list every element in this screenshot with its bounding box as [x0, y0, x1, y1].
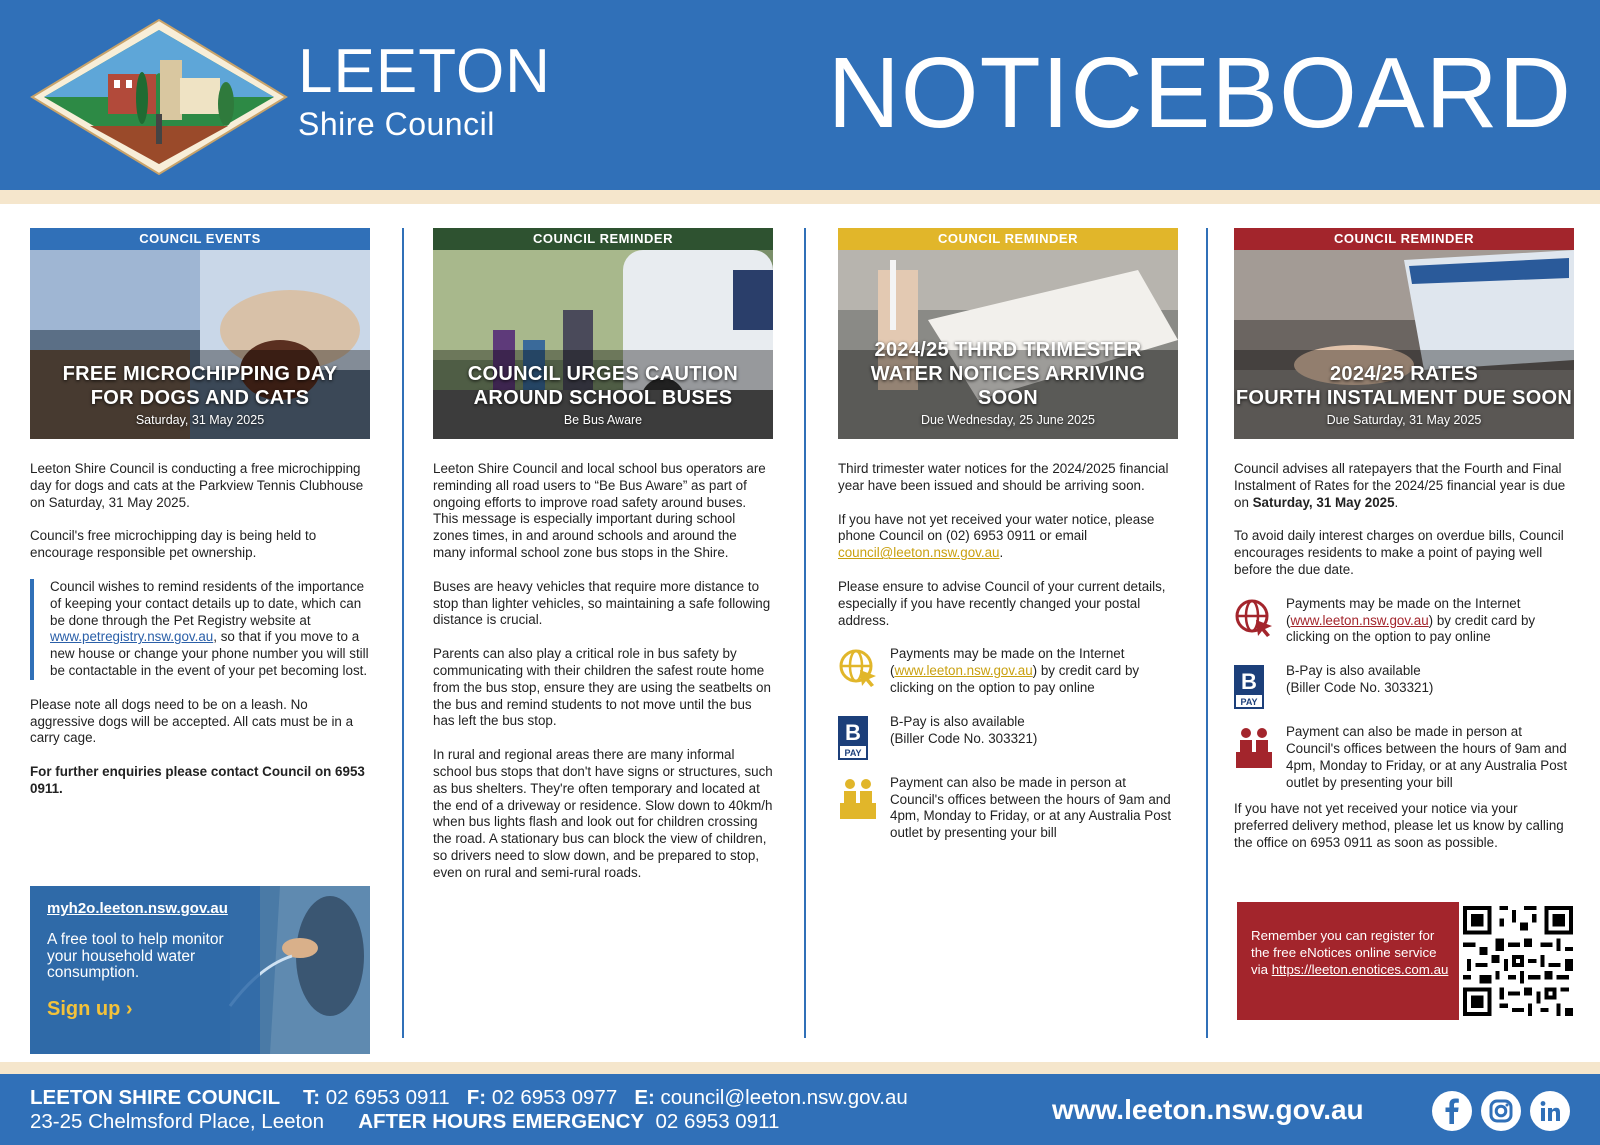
article-body — [433, 461, 773, 882]
bpay-text: B-Pay is also available — [890, 713, 1025, 729]
paragraph: Buses are heavy vehicles that require more distance to stop than lighter vehicles, so maintaining a safe following distance is crucial. — [433, 578, 771, 628]
hero-title-line2: FOURTH INSTALMENT DUE SOON — [1235, 387, 1573, 409]
article-body — [838, 461, 1178, 842]
quote-block — [30, 579, 370, 680]
footer-phone-label: T: — [303, 1086, 321, 1109]
paragraph: In rural and regional areas there are many informal school bus stops that don't have signs or structures, such as bus shelters. They're often temporary and located at the end of a driveway or residence. Slow down to 40km/h when bus lights flash and look out for children crossing the road. A stationary bus can block the view of children, so drivers need to slow down, and be prepared to stop, even on rural and semi-rural roads. — [433, 747, 773, 880]
category-label: COUNCIL REMINDER — [433, 228, 773, 250]
svg-text:PAY: PAY — [1240, 697, 1258, 708]
column-microchipping — [30, 228, 370, 815]
hero-text — [30, 362, 370, 427]
bpay-biller-code: (Biller Code No. 303321) — [1286, 679, 1434, 695]
paragraph-text: . — [999, 545, 1004, 561]
paragraph: Please ensure to advise Council of your current details, especially if you have recently changed your postal address. — [838, 578, 1166, 628]
footer-phone[interactable]: 02 6953 0911 — [325, 1086, 450, 1109]
people-counter-icon — [1234, 726, 1274, 775]
bpay-icon — [838, 716, 868, 765]
council-website-link[interactable]: www.leeton.nsw.gov.au — [894, 663, 1033, 679]
footer-website[interactable]: www.leeton.nsw.gov.au — [1052, 1094, 1364, 1125]
hero-title-line2: FOR DOGS AND CATS — [90, 387, 310, 409]
payment-text: ) by credit card by clicking on the option to pay online — [1286, 612, 1536, 645]
footer-org: LEETON SHIRE COUNCIL — [30, 1086, 281, 1109]
paragraph: Council's free microchipping day is being held to encourage responsible pet ownership. — [30, 528, 317, 561]
hero-image — [30, 250, 370, 439]
paragraph: Leeton Shire Council is conducting a free microchipping day for dogs and cats at the Parkview Tennis Clubhouse on Saturday, 31 May 2025. — [30, 461, 364, 510]
payment-text: Payments may be made on the Internet ( — [1286, 595, 1521, 628]
hero-text — [1234, 362, 1574, 427]
brand — [298, 37, 551, 142]
footer — [0, 1074, 1600, 1145]
paragraph: If you have not yet received your notice via your preferred delivery method, please let us know by calling the office on 6953 0911 as soon as possible. — [1234, 801, 1564, 850]
hero-subtitle: Saturday, 31 May 2025 — [135, 413, 265, 427]
paragraph: To avoid daily interest charges on overdue bills, Council encourages residents to make a point of paying well before the due date. — [1234, 528, 1564, 577]
payment-text: Payment can also be made in person at Council's offices between the hours of 9am and 4pm, Monday to Friday, or at any Australia Post outlet by presenting your bill — [1286, 724, 1568, 790]
council-email-link[interactable]: council@leeton.nsw.gov.au — [838, 545, 1000, 561]
paragraph — [838, 512, 1178, 562]
hero-text — [433, 362, 773, 427]
sign-up-button[interactable]: Sign up › — [47, 998, 133, 1020]
payment-bpay — [1234, 663, 1574, 707]
paragraph: Leeton Shire Council and local school bus operators are reminding all road users to “Be Bus Aware” as part of ongoing efforts to improve road safety around buses. This message is especially important during school zones times, in and around schools and around the many informal school zone bus stops in the Shire. — [433, 461, 766, 560]
payment-in-person — [1234, 724, 1574, 791]
enquiries-paragraph: For further enquiries please contact Council on 6953 0911. — [30, 764, 365, 796]
hero-subtitle: Be Bus Aware — [563, 413, 643, 427]
page-title: NOTICEBOARD — [827, 37, 1572, 149]
paragraph: Please note all dogs need to be on a leash. No aggressive dogs will be accepted. All cats must be in a carry cage. — [30, 696, 354, 746]
article-body — [1234, 461, 1574, 852]
council-website-link[interactable]: www.leeton.nsw.gov.au — [1290, 612, 1429, 628]
payment-online — [1234, 596, 1574, 646]
globe-cursor-icon — [1234, 598, 1274, 643]
payment-text: Payment can also be made in person at Council's offices between the hours of 9am and 4pm, Monday to Friday, or at any Australia Post outlet by presenting your bill — [890, 774, 1172, 841]
qr-code[interactable] — [1459, 902, 1577, 1020]
footer-stripe — [0, 1062, 1600, 1074]
hero-image — [433, 250, 773, 439]
category-label: COUNCIL REMINDER — [838, 228, 1178, 250]
svg-text:PAY: PAY — [844, 747, 862, 758]
enotices-box — [1237, 902, 1572, 1020]
quote-text: , so that if you move to a new house or change your phone number you will still be contactable in the event of your pet becoming lost. — [50, 629, 369, 678]
payment-text: Payments may be made on the Internet ( — [890, 646, 1125, 679]
hero-title-line2: AROUND SCHOOL BUSES — [473, 387, 733, 409]
hero-image — [838, 250, 1178, 439]
hero-title-line1: COUNCIL URGES CAUTION — [467, 363, 739, 385]
promo-url[interactable]: myh2o.leeton.nsw.gov.au — [47, 900, 228, 917]
brand-name: LEETON — [298, 37, 551, 106]
column-water-notices — [838, 228, 1178, 859]
due-date: Saturday, 31 May 2025 — [1252, 494, 1395, 510]
category-label: COUNCIL REMINDER — [1234, 228, 1574, 250]
column-rates — [1234, 228, 1574, 869]
linkedin-icon[interactable] — [1530, 1091, 1570, 1131]
bpay-biller-code: (Biller Code No. 303321) — [890, 730, 1038, 746]
svg-text:B: B — [845, 719, 861, 745]
instagram-icon[interactable] — [1481, 1091, 1521, 1131]
paragraph-text: If you have not yet received your water notice, please phone Council on (02) 6953 0911 or email — [838, 511, 1155, 544]
footer-fax: 02 6953 0977 — [491, 1086, 618, 1109]
hero-image — [1234, 250, 1574, 439]
footer-after-hours-label: AFTER HOURS EMERGENCY — [358, 1110, 645, 1133]
hero-title-line1: 2024/25 RATES — [1329, 363, 1479, 385]
header-stripe — [0, 190, 1600, 204]
paragraph — [1234, 461, 1574, 511]
paragraph-text: Council advises all ratepayers that the Fourth and Final Instalment of Rates for the 2024/25 financial year is due on — [1234, 461, 1566, 510]
paragraph-text: . — [1394, 494, 1399, 510]
footer-address-line — [30, 1110, 779, 1134]
column-divider — [1206, 228, 1208, 1038]
svg-text:B: B — [1241, 669, 1257, 695]
paragraph: Parents can also play a critical role in bus safety by communicating with their children the safest route home from the bus stop, ensure they are using the seatbelts on the bus and remind students to not move until the bus has left the bus stop. — [433, 646, 771, 729]
brand-subtitle: Shire Council — [298, 106, 495, 142]
promo-text: A free tool to help monitor your household water consumption. — [47, 931, 224, 981]
hero-title-line1: 2024/25 THIRD TRIMESTER — [874, 339, 1142, 361]
payment-online — [838, 646, 1178, 696]
people-counter-icon — [838, 777, 878, 826]
column-school-buses — [433, 228, 773, 899]
payment-bpay — [838, 714, 1178, 758]
footer-fax-label: F: — [466, 1086, 487, 1109]
hero-subtitle: Due Wednesday, 25 June 2025 — [921, 413, 1095, 427]
footer-contact-line — [30, 1086, 908, 1110]
myh2o-promo[interactable] — [30, 886, 370, 1054]
header — [0, 0, 1600, 190]
pet-registry-link[interactable]: www.petregistry.nsw.gov.au — [50, 629, 214, 645]
footer-email[interactable]: council@leeton.nsw.gov.au — [660, 1086, 908, 1109]
column-divider — [804, 228, 806, 1038]
payment-text: ) by credit card by clicking on the option to pay online — [890, 663, 1140, 695]
enotices-text — [1251, 928, 1451, 978]
globe-cursor-icon — [838, 648, 878, 693]
footer-after-hours-phone[interactable]: 02 6953 0911 — [655, 1110, 780, 1133]
enotices-link[interactable]: https://leeton.enotices.com.au — [1271, 961, 1449, 977]
hero-subtitle: Due Saturday, 31 May 2025 — [1326, 413, 1482, 427]
bpay-text: B-Pay is also available — [1286, 663, 1421, 679]
council-logo — [30, 18, 288, 176]
hero-title-line2: WATER NOTICES ARRIVING SOON — [870, 363, 1146, 409]
enotices-message: Remember you can register for the free eNotices online service via — [1251, 928, 1437, 977]
column-divider — [402, 228, 404, 1038]
footer-address: 23-25 Chelmsford Place, Leeton — [30, 1110, 325, 1133]
footer-email-label: E: — [634, 1086, 655, 1109]
quote-text: Council wishes to remind residents of the importance of keeping your contact details up to date, which can be done through the Pet Registry website at — [50, 578, 365, 628]
payment-in-person — [838, 775, 1178, 842]
hero-title-line1: FREE MICROCHIPPING DAY — [62, 363, 338, 385]
category-label: COUNCIL EVENTS — [30, 228, 370, 250]
paragraph: Third trimester water notices for the 2024/2025 financial year have been issued and should be arriving soon. — [838, 461, 1169, 493]
facebook-icon[interactable] — [1432, 1091, 1472, 1131]
hero-text — [838, 338, 1178, 427]
bpay-icon — [1234, 665, 1264, 714]
article-body — [30, 461, 370, 798]
